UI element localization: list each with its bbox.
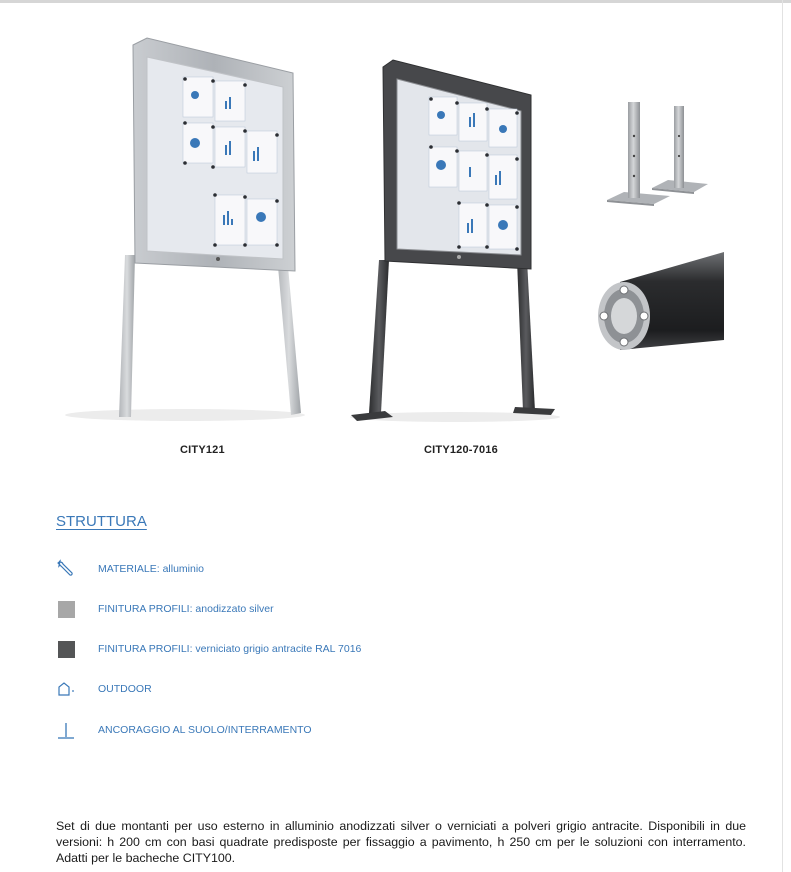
feature-outdoor-text: OUTDOOR [98, 683, 152, 695]
anthracite-swatch [56, 639, 76, 659]
silver-swatch [56, 599, 76, 619]
product-image-city120-7016 [345, 55, 575, 430]
image-uprights-bases [604, 96, 714, 206]
house-icon [56, 679, 76, 699]
top-border [0, 0, 791, 3]
feature-ground-anchor-text: ANCORAGGIO AL SUOLO/INTERRAMENTO [98, 724, 312, 736]
ground-anchor-icon [56, 720, 76, 740]
feature-silver-text: FINITURA PROFILI: anodizzato silver [98, 603, 274, 615]
caption-city120-7016: CITY120-7016 [424, 444, 498, 456]
section-title-struttura: STRUTTURA [56, 513, 147, 530]
feature-anthracite-text: FINITURA PROFILI: verniciato grigio antracite RAL 7016 [98, 643, 362, 655]
feature-material-text: MATERIALE: alluminio [98, 563, 205, 575]
wrench-icon [56, 559, 76, 579]
feature-anthracite-finish [56, 638, 362, 660]
caption-city121: CITY121 [180, 444, 225, 456]
feature-outdoor [56, 678, 152, 700]
feature-material [56, 558, 205, 580]
feature-ground-anchor [56, 719, 312, 741]
right-border [782, 0, 783, 872]
product-image-city121 [55, 35, 315, 425]
feature-silver-finish [56, 598, 274, 620]
image-profile-section [590, 248, 724, 372]
product-description: Set di due montanti per uso esterno in alluminio anodizzati silver o verniciati a polveri grigio antracite. Disponibili in due versioni: h 200 cm con basi quadrate predisposte per fissaggio a pavimento, h 250 cm per le soluzioni con interramento. Adatti per le bacheche CITY100. [56, 819, 746, 866]
